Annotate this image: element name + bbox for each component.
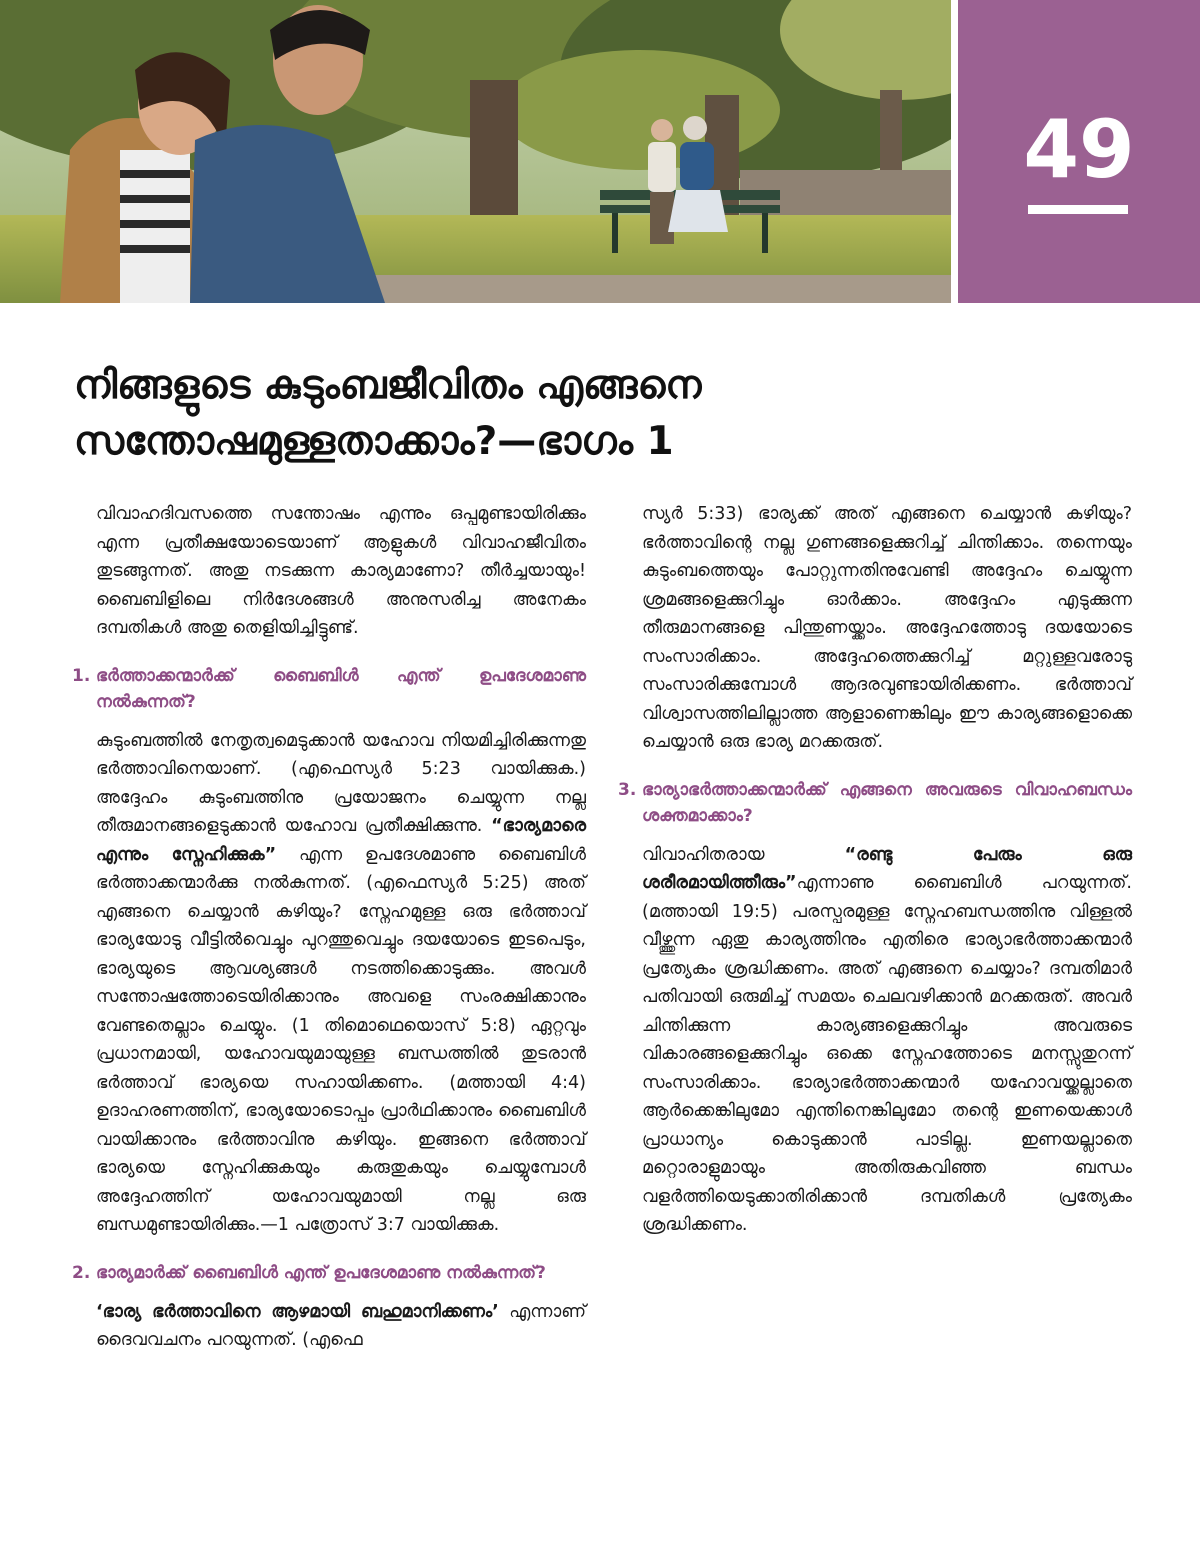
hero-photo bbox=[0, 0, 951, 303]
page-title-line2: സന്തോഷമുള്ളതാക്കാം?—ഭാഗം 1 bbox=[74, 419, 674, 464]
answer-3-text-a: വിവാഹിതരായ bbox=[642, 844, 765, 865]
answer-2-bold: ‘ഭാര്യ ഭർത്താവിനെ ആഴമായി ബഹുമാനിക്കണം’ bbox=[96, 1301, 499, 1322]
left-column bbox=[72, 500, 586, 1375]
answer-3 bbox=[642, 841, 1132, 1240]
question-2 bbox=[72, 1260, 586, 1286]
answer-1-text-a: കുടുംബത്തിൽ നേതൃത്വമെടുക്കാൻ യഹോവ നിയമിച്ചിരിക്കുന്നതു ഭർത്താവിനെയാണ്. (എഫെസ്യർ 5:23 വായിക്കുക.) അദ്ദേഹം കുടുംബത്തിനു പ്രയോജനം ചെയ്യുന്ന നല്ല തീരുമാനങ്ങളെടുക്കാൻ യഹോവ പ്രതീക്ഷിക്കുന്നു. bbox=[96, 730, 586, 836]
question-2-text: ഭാര്യമാർക്ക് ബൈബിൾ എന്ത് ഉപദേശമാണു നൽകുന്നത്? bbox=[96, 1262, 546, 1283]
question-1 bbox=[72, 663, 586, 715]
lesson-number-underline bbox=[1028, 205, 1128, 214]
answer-1-bold: “ഭാര്യമാരെ എന്നും സ്നേഹിക്കുക” bbox=[96, 816, 586, 865]
answer-1-text-b: എന്ന ഉപദേശമാണു ബൈബിൾ ഭർത്താക്കന്മാർക്കു നൽകുന്നത്. (എഫെസ്യർ 5:25) അത് എങ്ങനെ ചെയ്യാൻ കഴിയും? സ്നേഹമുള്ള ഒരു ഭർത്താവ് ഭാര്യയോടു വീട്ടിൽവെച്ചും പുറത്തുവെച്ചും ദയയോടെ ഇടപെടും, ഭാര്യയുടെ ആവശ്യങ്ങൾ നടത്തിക്കൊടുക്കും. അവൾ സന്തോഷത്തോടെയിരിക്കാനും അവളെ സംരക്ഷിക്കാനും വേണ്ടതെല്ലാം ചെയ്യും. (1 തിമൊഥെയൊസ് 5:8) ഏറ്റവും പ്രധാനമായി, യഹോവയുമായുള്ള ബന്ധത്തിൽ തുടരാൻ ഭർത്താവ് ഭാര്യയെ സഹായിക്കണം. (മത്തായി 4:4) ഉദാഹരണത്തിന്, ഭാര്യയോടൊപ്പം പ്രാർഥിക്കാനും ബൈബിൾ വായിക്കാനും ഭർത്താവിനു കഴിയും. ഇങ്ങനെ ഭർത്താവ് ഭാര്യയെ സ്നേഹിക്കുകയും കരുതുകയും ചെയ്യുമ്പോൾ അദ്ദേഹത്തിന് യഹോവയുമായി നല്ല ഒരു ബന്ധമുണ്ടായിരിക്കും.—1 പത്രോസ് 3:7 വായിക്കുക. bbox=[96, 844, 586, 1235]
answer-2-continued: സ്യർ 5:33) ഭാര്യക്ക് അത് എങ്ങനെ ചെയ്യാൻ കഴിയും? ഭർത്താവിന്റെ നല്ല ഗുണങ്ങളെക്കുറിച്ച് ചിന്തിക്കാം. തന്നെയും കുടുംബത്തെയും പോറ്റുന്നതിനുവേണ്ടി അദ്ദേഹം ചെയ്യുന്ന ശ്രമങ്ങളെക്കുറിച്ചും ഓർക്കാം. അദ്ദേഹം എടുക്കുന്ന തീരുമാനങ്ങളെ പിന്തുണയ്ക്കാം. അദ്ദേഹത്തോടു ദയയോടെ സംസാരിക്കാം. അദ്ദേഹത്തെക്കുറിച്ച് മറ്റുള്ളവരോടു സംസാരിക്കുമ്പോൾ ആദരവുണ്ടായിരിക്കണം. ഭർത്താവ് വിശ്വാസത്തിലില്ലാത്ത ആളാണെങ്കിലും ഈ കാര്യങ്ങളൊക്കെ ചെയ്യാൻ ഒരു ഭാര്യ മറക്കരുത്. bbox=[642, 504, 1132, 752]
answer-2-text-b: എന്നാണ് ദൈവവചനം പറയുന്നത്. (എഫെ bbox=[96, 1301, 586, 1350]
question-3-text: ഭാര്യാഭർത്താക്കന്മാർക്ക് എങ്ങനെ അവരുടെ വിവാഹബന്ധം ശക്തമാക്കാം? bbox=[642, 779, 1132, 826]
question-1-text: ഭർത്താക്കന്മാർക്ക് ബൈബിൾ എന്ത് ഉപദേശമാണു നൽകുന്നത്? bbox=[96, 665, 586, 712]
lesson-number: 49 bbox=[1023, 103, 1135, 196]
question-2-number: 2. bbox=[72, 1262, 91, 1283]
intro-paragraph: വിവാഹദിവസത്തെ സന്തോഷം എന്നും ഒപ്പമുണ്ടായിരിക്കും എന്ന പ്രതീക്ഷയോടെയാണ് ആളുകൾ വിവാഹജീവിതം തുടങ്ങുന്നത്. അതു നടക്കുന്ന കാര്യമാണോ? തീർച്ചയായും! ബൈബിളിലെ നിർദേശങ്ങൾ അനുസരിച്ച അനേകം ദമ്പതികൾ അതു തെളിയിച്ചിട്ടുണ്ട്. bbox=[96, 504, 586, 638]
lesson-number-box bbox=[958, 0, 1200, 303]
page-title-line1: നിങ്ങളുടെ കുടുംബജീവിതം എങ്ങനെ bbox=[74, 363, 702, 408]
question-3 bbox=[618, 777, 1132, 829]
answer-2-start bbox=[96, 1298, 586, 1355]
answer-1 bbox=[96, 727, 586, 1240]
answer-3-bold: “രണ്ടു പേരും ഒരു ശരീരമായിത്തീരും” bbox=[642, 844, 1132, 893]
park-couple-illustration bbox=[0, 0, 951, 303]
question-1-number: 1. bbox=[72, 665, 91, 686]
question-3-number: 3. bbox=[618, 779, 637, 800]
page-title bbox=[74, 358, 1134, 470]
right-column bbox=[618, 500, 1132, 1260]
answer-3-text-b: എന്നാണു ബൈബിൾ പറയുന്നത്. (മത്തായി 19:5) പരസ്പരമുള്ള സ്നേഹബന്ധത്തിനു വിള്ളൽ വീഴ്ത്തുന്ന ഏതു കാര്യത്തിനും എതിരെ ഭാര്യാഭർത്താക്കന്മാർ പ്രത്യേകം ശ്രദ്ധിക്കണം. അത് എങ്ങനെ ചെയ്യാം? ദമ്പതിമാർ പതിവായി ഒരുമിച്ച് സമയം ചെലവഴിക്കാൻ മറക്കരുത്. അവർ ചിന്തിക്കുന്ന കാര്യങ്ങളെക്കുറിച്ചും അവരുടെ വികാരങ്ങളെക്കുറിച്ചും ഒക്കെ സ്നേഹത്തോടെ മനസ്സുതുറന്ന് സംസാരിക്കാം. ഭാര്യാഭർത്താക്കന്മാർ യഹോവയ്ക്കല്ലാതെ ആർക്കെങ്കിലുമോ എന്തിനെങ്കിലുമോ തന്റെ ഇണയെക്കാൾ പ്രാധാന്യം കൊടുക്കാൻ പാടില്ല. ഇണയല്ലാതെ മറ്റൊരാളുമായും അതിരുകവിഞ്ഞ ബന്ധം വളർത്തിയെടുക്കാതിരിക്കാൻ ദമ്പതികൾ പ്രത്യേകം ശ്രദ്ധിക്കണം. bbox=[642, 873, 1132, 1235]
